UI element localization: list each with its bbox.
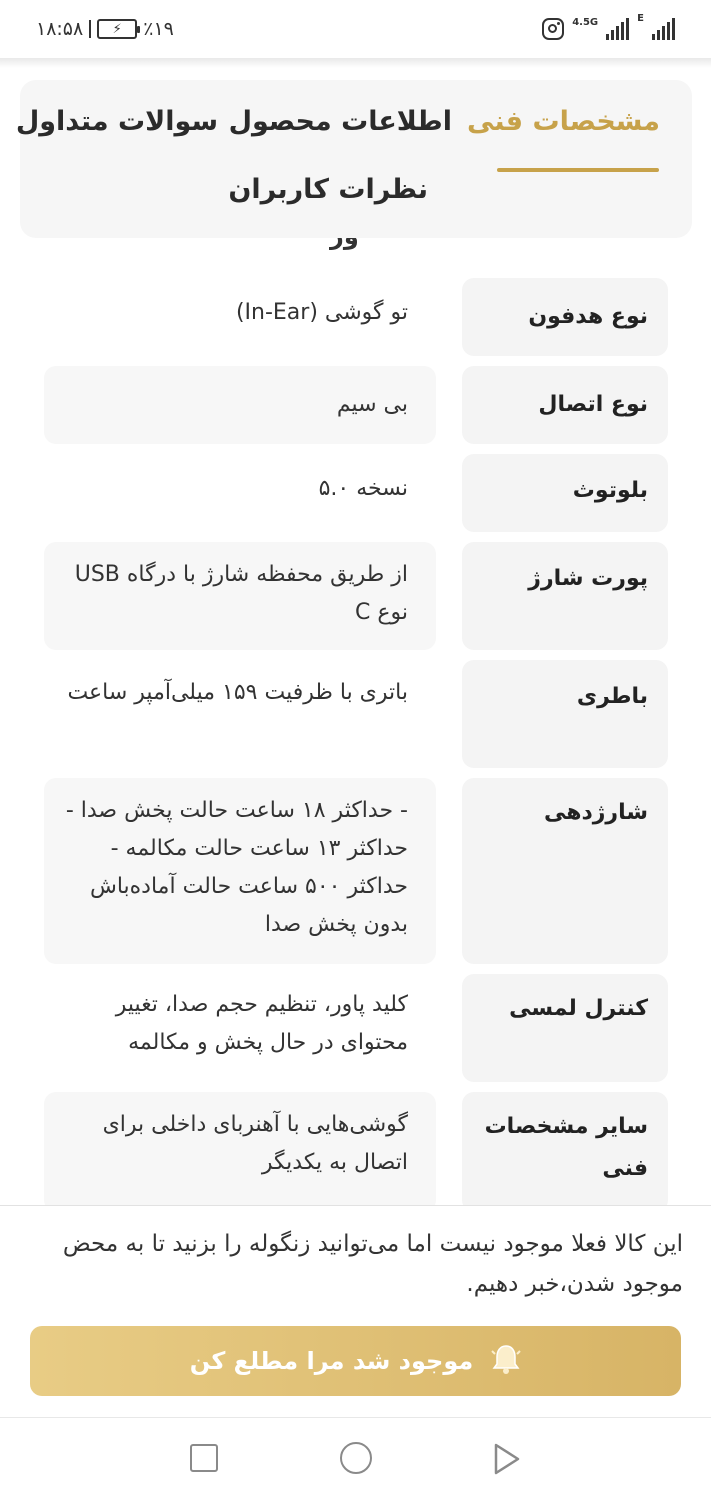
spec-value-cell (44, 778, 436, 964)
tab-faq[interactable]: سوالات متداول (15, 106, 218, 137)
divider (89, 20, 91, 38)
spec-row (44, 1092, 668, 1212)
spec-label: باطری (576, 684, 648, 709)
bell-icon (491, 1343, 521, 1380)
home-icon[interactable] (340, 1442, 372, 1474)
spec-row (44, 366, 668, 444)
notice-text: این کالا فعلا موجود نیست اما می‌توانید زنگوله را بزنید تا به محض موجود شدن،خبر دهیم. (62, 1231, 683, 1297)
spec-label-cell (462, 278, 668, 356)
spec-label-cell (462, 366, 668, 444)
spec-value: از طریق محفظه شارژ با درگاه USB نوع C (74, 562, 408, 625)
notify-me-label: موجود شد مرا مطلع کن (189, 1347, 474, 1375)
spec-row (44, 454, 668, 532)
spec-value: باتری با ظرفیت ۱۵۹ میلی‌آمپر ساعت (67, 680, 408, 705)
spec-row (44, 974, 668, 1082)
tab-product-info[interactable]: اطلاعات محصول (228, 106, 452, 137)
spec-label: سایر مشخصات فنی (484, 1114, 648, 1181)
tab-specifications[interactable]: مشخصات فنی (467, 106, 660, 137)
spec-row (44, 660, 668, 768)
battery-percent: ٪۱۹ (143, 18, 174, 40)
network-type-secondary: E (637, 13, 644, 24)
back-icon[interactable] (492, 1442, 522, 1480)
tab-reviews[interactable]: نظرات کاربران (228, 174, 428, 205)
system-nav-bar (0, 1417, 711, 1500)
spec-value: نسخه ۵.۰ (318, 476, 408, 501)
spec-row (44, 542, 668, 650)
spec-label-cell (462, 778, 668, 964)
spec-row (44, 778, 668, 964)
spec-value: گوشی‌هایی با آهنربای داخلی برای اتصال به یکدیگر (102, 1112, 408, 1175)
spec-label: پورت شارژ (528, 566, 648, 591)
active-tab-indicator (497, 168, 659, 172)
spec-label: بلوتوث (572, 478, 648, 503)
spec-label: نوع هدفون (528, 304, 648, 329)
spec-value-cell (44, 660, 436, 768)
spec-value: کلید پاور، تنظیم حجم صدا، تغییر محتوای در حال پخش و مکالمه (115, 992, 408, 1055)
network-type: 4.5G (572, 17, 599, 28)
spec-label-cell (462, 660, 668, 768)
spec-value: تو گوشی (In-Ear) (235, 300, 408, 325)
header-shadow (0, 58, 711, 68)
spec-value-cell (44, 974, 436, 1082)
spec-value-cell (44, 278, 436, 356)
spec-label: نوع اتصال (538, 392, 648, 417)
signal-icon-secondary (652, 18, 675, 40)
out-of-stock-notice (0, 1205, 711, 1417)
product-tabs (15, 80, 692, 238)
spec-label-cell (462, 1092, 668, 1212)
spec-label-cell (462, 542, 668, 650)
clock: ۱۸:۵۸ (36, 18, 84, 40)
status-bar (0, 0, 711, 58)
instagram-icon (542, 18, 564, 40)
recents-icon[interactable] (190, 1444, 218, 1472)
spec-row (44, 278, 668, 356)
spec-value-cell (44, 366, 436, 444)
status-bar-left (36, 18, 174, 40)
spec-value: - حداکثر ۱۸ ساعت حالت پخش صدا - حداکثر ۱۳ ساعت حالت مکالمه - حداکثر ۵۰۰ ساعت حالت آماده‌باش بدون پخش صدا (65, 798, 408, 937)
status-bar-right (542, 14, 675, 40)
notify-me-button[interactable] (30, 1326, 681, 1396)
signal-icon (606, 18, 629, 40)
spec-value-cell (44, 542, 436, 650)
spec-value-cell (44, 454, 436, 532)
spec-value-cell (44, 1092, 436, 1212)
spec-label: شارژدهی (543, 800, 648, 825)
spec-label: کنترل لمسی (509, 996, 648, 1021)
battery-icon: ⚡ (97, 19, 137, 39)
spec-label-cell (462, 974, 668, 1082)
spec-label-cell (462, 454, 668, 532)
spec-value: بی سیم (336, 392, 408, 417)
